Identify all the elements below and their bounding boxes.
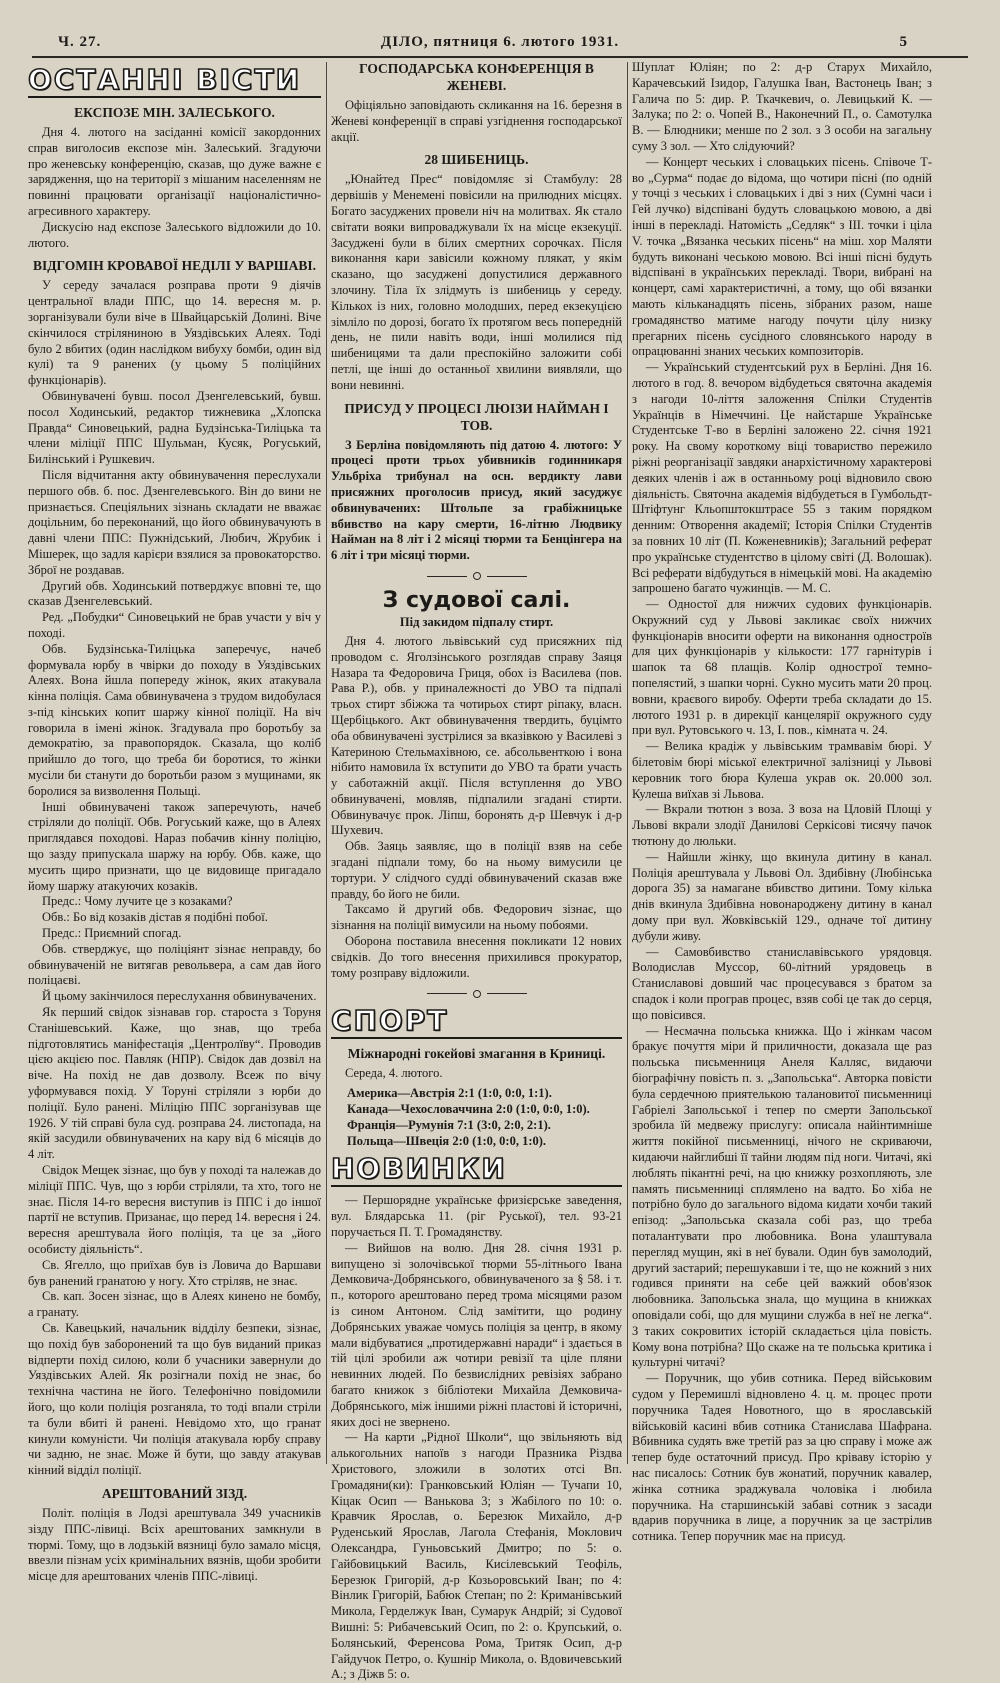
news-item: Шуплат Юліян; по 2: д-р Старух Михайло, Карачевський Ізидор, Галушка Іван, Вастонець Іван; з Галича по 5: дир. Р. Ткачкевич, о. Левицький К. — Залука; по 2: о. Чопей В., Наконечний П., о. Самотулка В. — Блюдники; менше по 2 зол. з 3 особи на загальну суму 3 зол. — Хто слідуючий? bbox=[632, 60, 932, 153]
article-paragraph: Таксамо й другий обв. Федорович зізнає, що зізнання на поліції вимусили на ньому побоями. bbox=[331, 902, 622, 933]
article-paragraph: Дня 4. лютого на засіданні комісії закордонних справ виголосив експозе мін. Залеський. Згадуючи про женевську конференцію, сказав, що дуже важне є зарядження, що на території з мішаним населенням не повинні працювати організації націоналістично-агресивного характеру. bbox=[28, 125, 321, 218]
article-paragraph: „Юнайтед Прес“ повідомляє зі Стамбулу: 28 дервішів у Менемені повісили на прилюдних місцях. Богато засуджених провели ніч на молитвах. Як стало світати вояки випроваджували їх на місце екзекуції. Засуджені були в білих смертних сорочках. Після виконання кари завісили кожному плякат, у якім сказано, що засуджені допустилися державного злочину. Тіла їх злідмуть із шибениць у середу. Кількох із них, головно молодших, перед екзекуцією зімліло по дорозі, богато їх протягом весь попередній день, не пили навіть води, інші молилися під шибеницями та дали преспокійно заложити собі петлі, ще інші до останньої хвилини виявляли, що вони невинні. bbox=[331, 172, 622, 392]
result-line: Америка—Австрія 2:1 (1:0, 0:0, 1:1). bbox=[347, 1086, 552, 1101]
article-paragraph: З Берліна повідомляють під датою 4. лютого: У процесі проти трьох убивників годинникаря Ульбріха трибунал на осн. вердикту лави присяжних проголосив присуд, який засуджує обвинувачених: Штольпе за грабіжницьке вбивство на кару смерти, 16-літню Людвику Найман на 8 літ і 2 місяці тюрми та Бенцінгера на 6 літ і три місяці тюрми. bbox=[331, 437, 622, 563]
article-paragraph: Обв. Заяць заявляє, що в поліції взяв на себе згадані підпали тому, бо на ньому вимусили це тортури. У слідчого судді обвинувачений сказав вже правду, бо його не били. bbox=[331, 839, 622, 901]
article-paragraph: Обв. Будзінська-Тиліцька заперечує, начеб формувала юрбу в чвірки до походу в Уяздівських Алеях. Вона йшла попереду жінок, яких атакувала кінна поліція. Сама обвинувачена з трудом видобулася з-під кінських копит шаржу кінної поліції. На віч говорила в імені жінок. Згадувала про боротьбу за демократію, за правопорядок. Сказала, що коліб прийшло до того, що треба би боротися, то жінки мусіли би станути до боротьби разом з мущинами, як боролися за визволення Польщі. bbox=[28, 641, 321, 798]
divider bbox=[331, 987, 622, 999]
result-line: Франція—Румунія 7:1 (3:0, 2:0, 2:1). bbox=[347, 1117, 551, 1132]
divider bbox=[331, 570, 622, 582]
news-item: — Вкрали тютюн з воза. З воза на Цловій Площі у Львові вкрали злодії Данилові Серкісові тисячу пачок тютюну до люльки. bbox=[632, 802, 932, 849]
article-paragraph: Обв. стверджує, що поліціянт зізнає неправду, бо обвинуваченій не витягав револьвера, а сам дав його поліцаєві. bbox=[28, 941, 321, 988]
article-paragraph: Св. кап. Зосен зізнає, що в Алеях кинено не бомбу, а гранату. bbox=[28, 1289, 321, 1320]
news-item: — Першорядне українське фризієрське заведення, вул. Блядарська 11. (ріг Руської), тел. 93-21 поручається П. Т. Громадянству. bbox=[331, 1193, 622, 1240]
section-title-news: НОВИНКИ bbox=[331, 1153, 622, 1187]
news-item: — На карти „Рідної Школи“, що звільняють від алькогольних напоїв з нагоди Празника Різдва Христового, зложили в золотих отсі Вп. Громадяни(ки): Гранковський Юліян — Тучапи 10, Кіцак Осип — Ванькова 3; з Жабілого по 10: о. Кравчик Ярослав, о. Березюк Михайло, д-р Руденський Ярослав, Лагола Стефанія, Моклович Олександра, Гуньовський Дмитро; по 5: о. Гайбовицький Василь, Кисілевський Теофіль, Березюк Григорій, д-р Козьоровський Іван; по 4: Вінлик Григорій, Бабюк Степан; по 2: Криманівський Микола, Герделжук Іван, Сумарук Андрій; зі Судової Вишні: 5: Рибачевський Осип, по 2: о. Крупський, о. Болянський, Ференсова Рома, Тритяк Осип, д-р Гайдучок Петро, о. Кушнір Микола, о. Вдовичевський А.; з Діжв 5: о. bbox=[331, 1430, 622, 1682]
article-paragraph: Предс.: Чому лучите це з козаками? bbox=[42, 894, 233, 909]
section-title-sport: СПОРТ bbox=[331, 1005, 622, 1039]
article-heading: ПРИСУД У ПРОЦЕСІ ЛЮІЗИ НАЙМАН І ТОВ. bbox=[344, 400, 609, 433]
article-paragraph: Дискусію над експозе Залеського відложили до 10. лютого. bbox=[28, 219, 321, 250]
news-item: — Найшли жінку, що вкинула дитину в канал. Поліція арештувала у Львові Ол. Здибівну (Любінська дорога 35) за намагане вбивство дитини. Тому кілька днів вкинула Здибівна новонароджену дитину в канал дому при вул. Жовківській 129., одначе тої дитину дубули живу. bbox=[632, 849, 932, 943]
masthead-date: ДІЛО, пятниця 6. лютого 1931. bbox=[380, 34, 620, 50]
column-1 bbox=[28, 60, 321, 1584]
article-paragraph: Свідок Мещек зізнає, що був у поході та належав до міліції ППС. Чув, що з юрби стріляли, та хто, того не знає. Після 14-го вересня виступив із ППС і до іншої партії не вступив. Призанає, що перед 14. вересня і 24. вересня арештувала його поліція, та це за „його особисту діяльність“. bbox=[28, 1163, 321, 1256]
article-paragraph: Оборона поставила внесення покликати 12 нових свідків. До того внесення прихилився прокуратор, тому розправу відложили. bbox=[331, 934, 622, 980]
issue-number: Ч. 27. bbox=[58, 34, 102, 50]
court-section-title: З судової салі. bbox=[382, 587, 571, 613]
article-paragraph: Після відчитання акту обвинувачення переслухали першого обв. б. пос. Дзенгелевського. Він до вини не признається. Спеціяльних зізнань складати не вважає доцільним, бо переконаний, що його обвинувачують в давні члени ППС: Пужнідський, Любич, Жрубик і Мішерек, що задля карієри взялися за провокаторство. Зброї не роздавав. bbox=[28, 467, 321, 577]
article-paragraph: Обв.: Бо від козаків дістав я подібні побої. bbox=[42, 910, 268, 925]
article-heading: Міжнародні гокейові змагання в Криниці. bbox=[347, 1046, 606, 1062]
news-item: — Самовбивство станиславівського урядовця. Володислав Муссор, 60-літний урядовець в Станиславові довший час процесувався з братом за спадок і коли програв процес, взяв собі це так до серця, що повісився. bbox=[632, 944, 932, 1022]
page-number: 5 bbox=[899, 34, 908, 50]
hockey-results bbox=[347, 1086, 622, 1149]
article-paragraph: Св. Ягелло, що приїхав був із Ловича до Варшави був ранений гранатою у ногу. Хто стріляв, не знає. bbox=[28, 1257, 321, 1288]
column-2 bbox=[331, 60, 622, 1682]
news-item: — Поручник, що убив сотника. Перед військовим судом у Перемишлі відновлено 4. ц. м. процес проти поручника Тадея Новотного, що в ярославській військовій касині вбив сотника Станислава Шафрана. Вбивника судять вже третій раз за цю справу і може аж тепер буде остаточний присуд. Про кріваву історію у нас писалось: Сотник був жонатий, поручник кавалер, жінка сотника зраджувала чоловіка і любила поручника. На старшинській забаві сотник з засади вдарив поручника в лице, а поручник за це застрілив сотника. Тепер поручник має на присуд. bbox=[632, 1371, 932, 1544]
article-paragraph: Офіціяльно заповідають скликання на 16. березня в Женеві конференції в справі узгіднення господарської акції. bbox=[331, 98, 622, 144]
article-paragraph: Інші обвинувачені також заперечують, начеб стріляли до поліції. Обв. Рогуський каже, що в Алеях приглядався походові. Нараз побачив кінну поліцію, що зазду припускала шаржу на юрбу. Обв. каже, що мусить щиро признати, що це видовище пригадало йому шаржу атакуючих козаків. bbox=[28, 799, 321, 893]
news-item: — Український студентський рух в Берліні. Дня 16. лютого в год. 8. вечором відбудеться святочна академія з нагоди 10-ліття заложення Спілки Студентів Українців в Німеччині. Це найстарше Українське Студентське Т-во в Берліні заложено 22. січня 1921 року. На свому короткому віці товариство пережило ріжні реорганізації завдяки анархістичному характерові деяких членів і аж в останньому році відновило свою діяльність. Святочна академія відбудеться в Гумбольдт-Штіфтунг Кльопштокштрасе 55 з таким порядком денним: Отворення академії; Історія Спілки Студентів за повних 10 літ (П. Коженевників); Загальний реферат про українське студентство в цілому світі (Д. Волошак). Всі реферати відбудуться в німецькій мові. На академію запрошено багато чужинців. — М. С. bbox=[632, 360, 932, 596]
article-heading: 28 ШИБЕНИЦЬ. bbox=[424, 152, 529, 168]
article-heading: ГОСПОДАРСЬКА КОНФЕРЕНЦІЯ В ЖЕНЕВІ. bbox=[359, 61, 594, 93]
column-rule bbox=[627, 62, 628, 1464]
running-head bbox=[32, 30, 968, 58]
article-paragraph: Св. Кавецький, начальник відділу безпеки, зізнає, що похід був заборонений та що був виданий приказ відперти похід силою, коли б учасники завернули до Уяздівських Алей. Як розігнали похід не знає, бо технічна частина не його. Телефонічно повідомили його, що коли поліція розганяла, то тоді впали стріли та були вбиті й ранені. Невідомо хто, що гранат кинули комуністи. Чи поліція атакувала юрбу справу чи задню, не знає. Може й бути, що завду атакував кінний відділ поліції. bbox=[28, 1320, 321, 1478]
result-line: Польща—Швеція 2:0 (1:0, 0:0, 1:0). bbox=[347, 1133, 547, 1148]
news-item: — Несмачна польська книжка. Що і жінкам часом бракує почуття міри й приличности, доказала ще раз польська письменниця Анеля Калляс, видаючи біографічну повість п. з. „Запольська“. Авторка повісти була сердечною приятелькою талановитої письменниці Габріелі Запольської і тепер по смерти Запольської зробила їй медвежу прислугу: описала найінтимніше життя покійної письменниці, нічого не скриваючи, кидаючи найглибші її тайни людям під ноги. Читачі, які люблять пікантні речі, на цю книжку розхопляють, зле память письменниці сплямлено на вадто. Бо хіба не потрібно було до загального відома кидати хочби такий епізод: „Запольська сказала собі раз, що треба поталантувати про любовника. Вона улаштувала перегляд мущин, які в неї бували. Один був замолодий, другий застарий; перешукавши і те, що не кожний з них годився приняти на себе цей важкий обов'язок любовника. Запольська знала, що мущина в книжках оповідали собі, що для мущини служба в неї не легка“. З таких сокровитих історій складається ціла повість. Кому вона потрібна? Що скаже на те польська критика і культурні читачі? bbox=[632, 1023, 932, 1370]
news-item: — Вийшов на волю. Дня 28. січня 1931 р. випущено зі золочівської тюрми 55-літнього Івана Демковича-Добрянського, обвинуваченого за § 58. і т. п., которого арештовано перед трома місяцями разом із сином Антоном. Слід замітити, що родину Добрянських уважае чомусь поліція за центр, в якому мали відбуватися „протидержавні наради“ і здається в тій цілі зробили аж чотири ревізії та ціле пляни невинних людей. По безвислідних ревізіях забрано багато книжок з бібліотеки Михайла Демковича-Добрянського, між іншими ріжні пластові й історичні, яких досі не звернено. bbox=[331, 1240, 622, 1429]
article-paragraph: Політ. поліція в Лодзі арештувала 349 учасників зізду ППС-лівиці. Всіх арештованих замкнули в тюрмі. Тому, що в лодзькій вязниці було замало місця, ввезли пізнам усіх кримінальних вязнів, щоби зробити місце для арештованих членів ППС-лівиці. bbox=[28, 1505, 321, 1584]
news-item: — Велика крадіж у львівським трамвавім бюрі. У білетовім бюрі міської електричної залізниці у Львові керовник того бюра Кулеша украв ок. 20.000 зол. Кулеша виїхав зі Львова. bbox=[632, 739, 932, 801]
article-paragraph: Середа, 4. лютого. bbox=[345, 1066, 443, 1081]
article-paragraph: Предс.: Приємний спогад. bbox=[42, 926, 182, 941]
news-item: — Одностої для нижчих судових функціонарів. Окружний суд у Львові закликає своїх нижчих функціонарів вносити оферти на виконання одностроїв для цих функціонарів у кількости: 177 гарнітурів і шапок та 68 плащів. Колір однострої темно-попелястий, з шапки чорні. Сукно мусить мати 20 проц. вовни, краєвого виробу. Оферти треба складати до 15. лютого 1931 р. в дирекції канцелярії окружного суду при вул. Рутовського ч. 13, І. пов., кімната ч. 24. bbox=[632, 597, 932, 738]
article-paragraph: Як перший свідок зізнавав гор. староста з Торуня Станішевський. Каже, що знав, що треба підготовлятись маніфестація „Центролїву“. Проводив цією акцією пос. Павляк (НПР). Свідок дав дозвіл на віче. На похід не дав дозволу. Всеж по вічу уформувався похід. У Торуні стріляли з юрби до поліції. Було ранені. Міліцію ППС зорганізував ще 1926. У тій справі була суд. розправа 24. листопада, на якій засудили обвинувачених на кару від 6 місяців до 4 літ. bbox=[28, 1005, 321, 1162]
result-line: Канада—Чехословаччина 2:0 (1:0, 0:0, 1:0). bbox=[347, 1102, 590, 1117]
article-paragraph: Другий обв. Ходинський потверджує вповні те, що сказав Дзенгелевський. bbox=[28, 578, 321, 609]
section-title-latest-news: ОСТАННІ ВІСТИ bbox=[28, 64, 321, 98]
news-item: — Концерт чеських і словацьких пісень. Співоче Т-во „Сурма“ подає до відома, що чотири пісні (по одній у точці з чеських і словацьких і дві з них (Сумні часи і Гей лучко) відспівані будуть словацькою мовою, а дві інші в перекладі. Натомість „Седляк“ з ІІІ. точки і ціла V. точка „Вязанка чеських пісень“ на міш. хор Маляти будуть виконані чеською мовою. Всі інші пісні будуть відспівані в українських перекладі. Твори, вибрані на концерт, самі характеристичні, а тому, що обі вязанки мають кільканадцять пісень, зібраних разом, наше громадянство матиме нагоду почути цілу низку прегарних пісень сусідного словянського народу в опрацюванні знаних чеських композиторів. bbox=[632, 154, 932, 359]
article-paragraph: Дня 4. лютого львівський суд присяжних під проводом с. Яголзінського розглядав справу Заяця Назара та Федоровича Гриця, обох із Василева (пов. Рава Р.), обв. у приналежності до УВО та підпалі трьох стирт збіжжа та чотирьох стирт ріпаку, власн. Щербіцького. Акт обвинувачення твердить, буцімто оба обвинувачені зустрілися за вказівкою у Василеві з Катериною Стельмахівною, се. абсольвенткою і вона нібито намовила їх вступити до УВО та брати участь у саботажній акції. Після вступлення до УВО обвинувачені, мовляв, підпалили згадані стирти. Обвинувачує прок. Ліпш, боронять д-р Шевчук і д-р Шухевич. bbox=[331, 633, 622, 838]
article-paragraph: Й цьому закінчилося переслухання обвинувачених. bbox=[42, 989, 317, 1004]
article-paragraph: Обвинувачені бувш. посол Дзенгелевський, бувш. посол Ходинський, редактор тижневика „Хлопска Правда“ Синовецький, радна Будзінська-Тиліцька та члени міліції ППС Шульман, Кусяк, Рогуський, Билінський і Рушкевич. bbox=[28, 388, 321, 467]
article-paragraph: Ред. „Побудки“ Синовецький не брав участи у віч у поході. bbox=[28, 610, 321, 640]
column-rule bbox=[326, 62, 327, 1464]
column-3 bbox=[632, 60, 932, 1544]
article-heading: ВІДГОМІН КРОВАВОЇ НЕДІЛІ У ВАРШАВІ. bbox=[32, 258, 317, 274]
court-subheading: Під закидом підпалу стирт. bbox=[399, 614, 554, 629]
article-paragraph: У середу зачалася розправа проти 9 діячів центральної влади ППС, що 14. вересня м. р. зорганізували були віче в Швайцарській Долині. Віче скінчилося стріляниною в Уяздівських Алеях. Тоді було 2 вбитих (один наслідком вибуху бомби, один від кулі) та 9 ранених (у цьому 5 поліційних функціонарів). bbox=[28, 278, 321, 388]
article-heading: ЕКСПОЗЕ МІН. ЗАЛЕСЬКОГО. bbox=[74, 105, 275, 120]
article-heading: АРЕШТОВАНИЙ ЗІЗД. bbox=[101, 1485, 248, 1501]
